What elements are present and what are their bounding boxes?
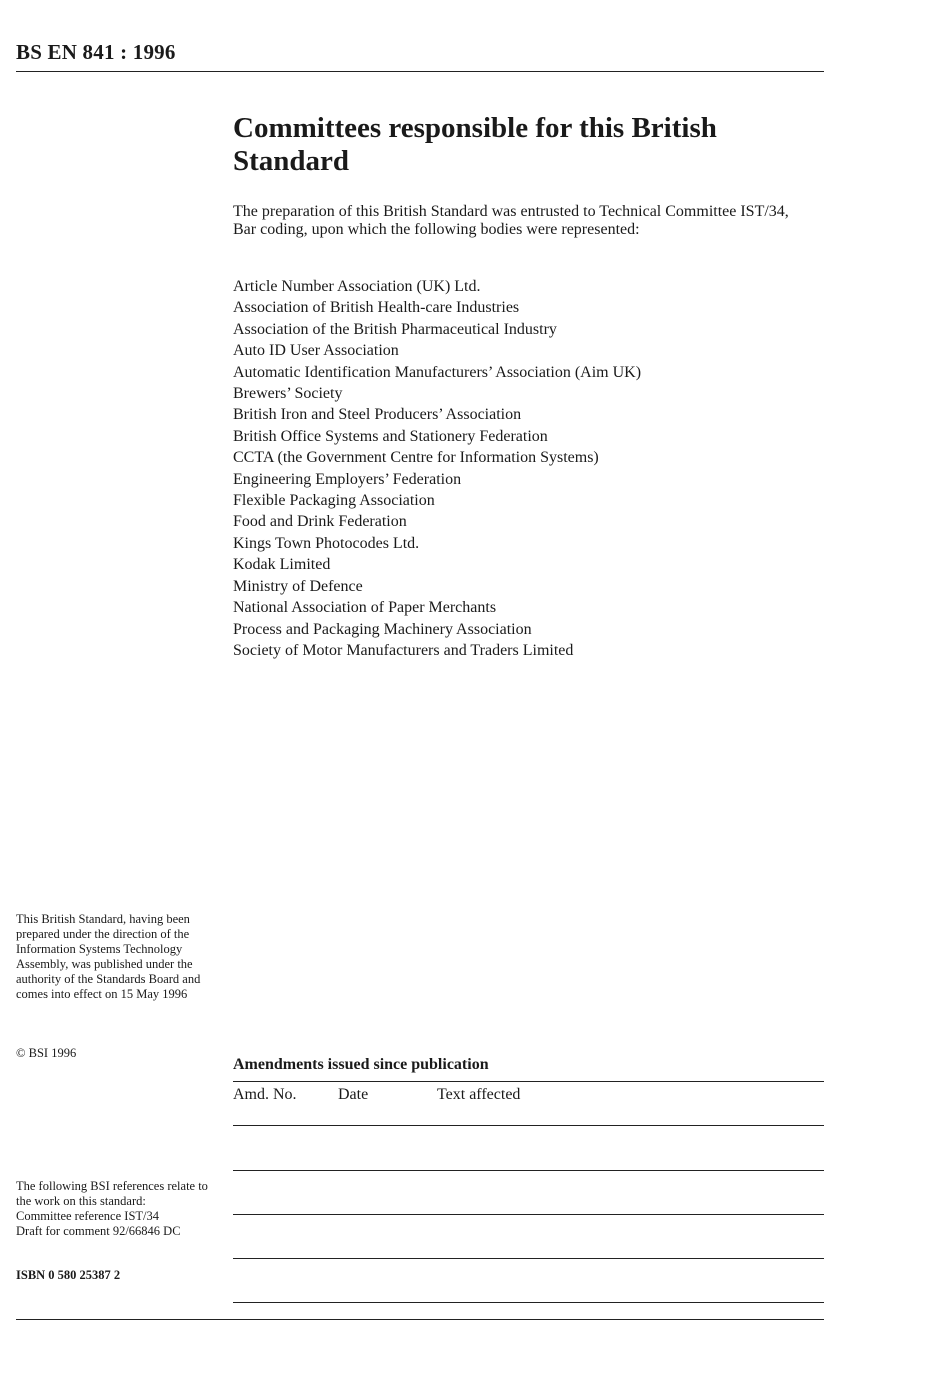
isbn: ISBN 0 580 25387 2 [16,1268,121,1282]
list-item: Kodak Limited [233,556,331,574]
bsi-references [16,1179,211,1239]
copyright-notice: © BSI 1996 [16,1046,77,1060]
amendments-row-rule [233,1125,824,1126]
amendments-top-rule [233,1081,824,1082]
publication-note: This British Standard, having been prepared under the direction of the Information Systems Technology Assembly, was published under the authority of the Standards Board and comes into effect on 15 May 1996 [16,912,201,1001]
committee-reference: Committee reference IST/34 [16,1209,159,1223]
list-item: Ministry of Defence [233,577,363,595]
list-item: British Office Systems and Stationery Federation [233,427,548,445]
amendments-title: Amendments issued since publication [233,1056,489,1073]
list-item: Process and Packaging Machinery Association [233,620,532,638]
list-item: Automatic Identification Manufacturers’ Association (Aim UK) [233,363,642,381]
represented-bodies-list [233,276,641,661]
list-item: Association of British Health-care Industries [233,299,520,317]
page-title: Committees responsible for this British Standard [233,112,717,177]
list-item: Brewers’ Society [233,385,343,403]
list-item: National Association of Paper Merchants [233,599,497,617]
list-item: Food and Drink Federation [233,513,407,531]
list-item: Flexible Packaging Association [233,492,435,510]
list-item: Article Number Association (UK) Ltd. [233,278,481,295]
header-rule [16,71,824,72]
column-header-amd-no: Amd. No. [233,1086,297,1103]
column-header-date: Date [338,1086,369,1103]
amendments-row-rule [233,1302,824,1303]
draft-reference: Draft for comment 92/66846 DC [16,1224,181,1238]
document-id: BS EN 841 : 1996 [16,40,176,64]
list-item: British Iron and Steel Producers’ Association [233,406,522,424]
column-header-text-affected: Text affected [437,1086,521,1103]
intro-paragraph: The preparation of this British Standard was entrusted to Technical Committee IST/34, Bar coding, upon which the following bodies were represented: [233,203,789,238]
amendments-row-rule [233,1258,824,1259]
references-intro: The following BSI references relate to the work on this standard: [16,1179,208,1208]
amendments-row-rule [233,1214,824,1215]
list-item: CCTA (the Government Centre for Information Systems) [233,449,599,467]
list-item: Kings Town Photocodes Ltd. [233,534,420,552]
list-item: Association of the British Pharmaceutical Industry [233,320,557,338]
list-item: Auto ID User Association [233,342,399,360]
footer-rule [16,1319,824,1320]
list-item: Engineering Employers’ Federation [233,470,462,488]
amendments-row-rule [233,1170,824,1171]
list-item: Society of Motor Manufacturers and Traders Limited [233,641,574,659]
